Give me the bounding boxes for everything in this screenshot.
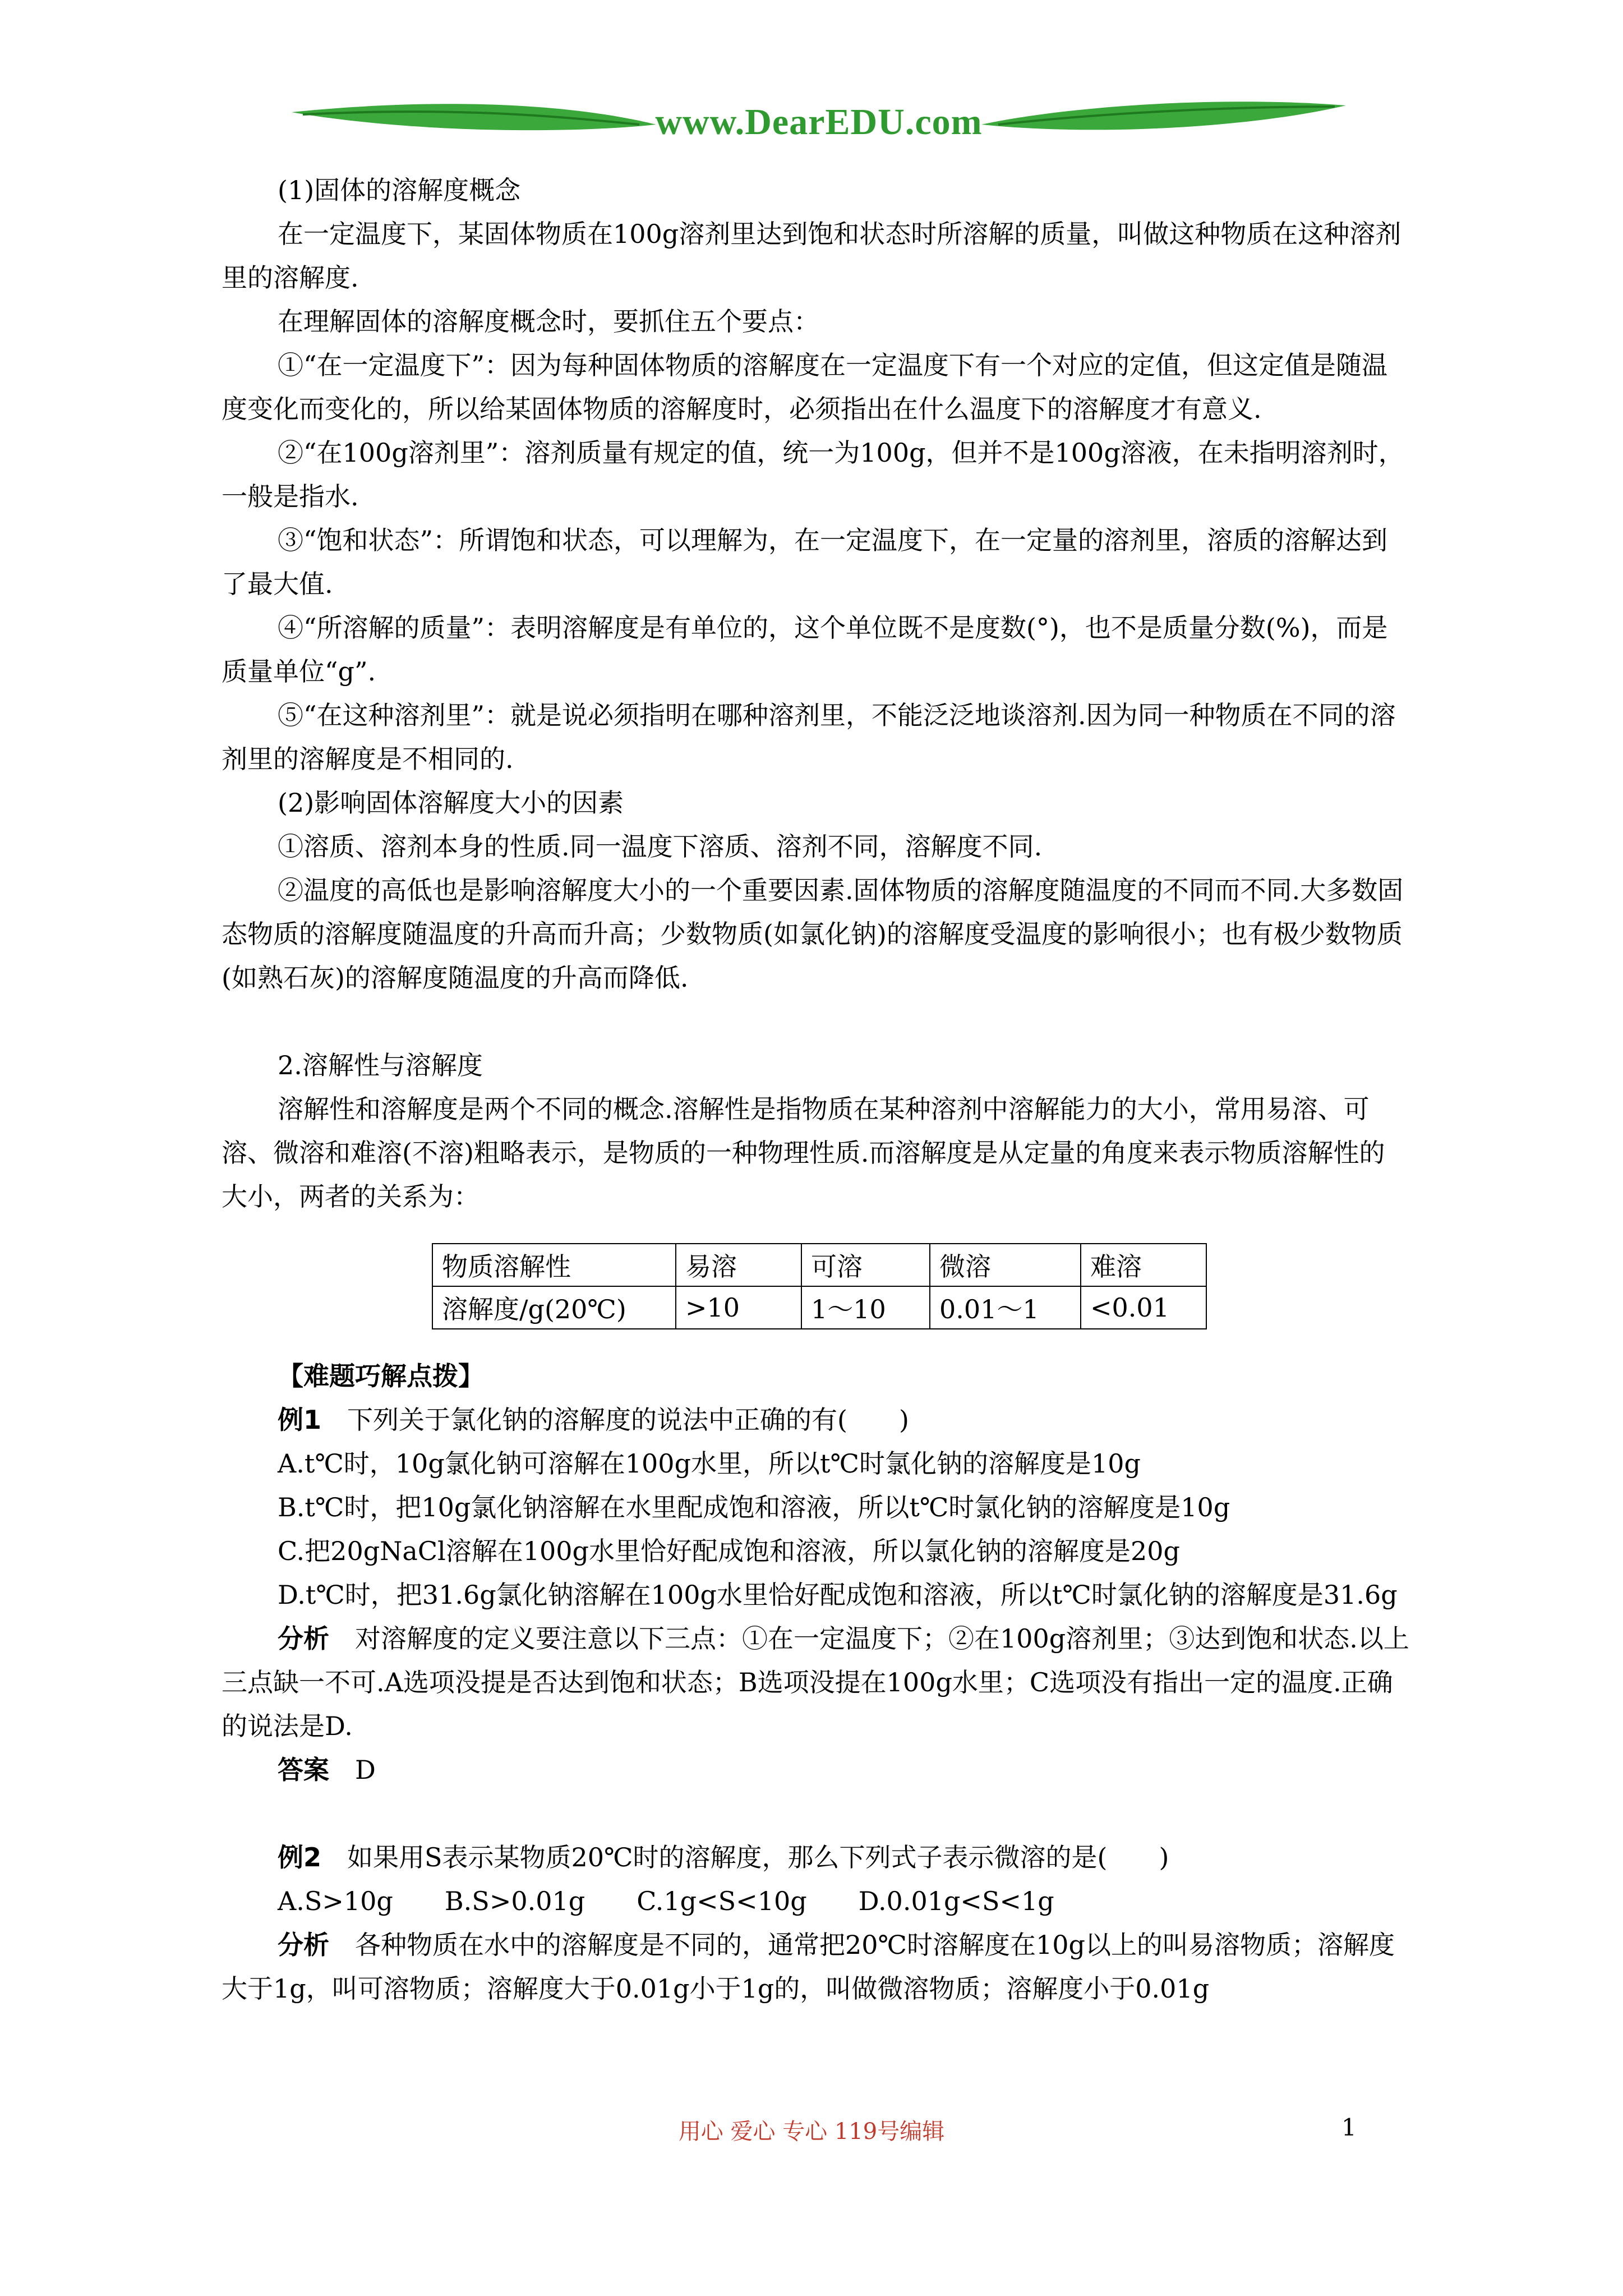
table-cell: <0.01 (1081, 1286, 1206, 1329)
paragraph: 在一定温度下，某固体物质在100g溶剂里达到饱和状态时所溶解的质量，叫做这种物质在这种溶剂里的溶解度. (222, 219, 1401, 293)
table-cell: 1～10 (801, 1286, 930, 1329)
table-cell: 可溶 (801, 1244, 930, 1286)
example-1-option-b: B.t℃时，把10g氯化钠溶解在水里配成饱和溶液，所以t℃时氯化钠的溶解度是10g (278, 1492, 1230, 1522)
section-title-text: 【难题巧解点拨】 (278, 1361, 484, 1391)
paragraph: 溶解性和溶解度是两个不同的概念.溶解性是指物质在某种溶剂中溶解能力的大小，常用易溶、可溶、微溶和难溶(不溶)粗略表示，是物质的一种物理性质.而溶解度是从定量的角度来表示物质溶解性的大小，两者的关系为： (222, 1094, 1385, 1212)
heading-solubility-vs-degree: 2.溶解性与溶解度 (278, 1050, 483, 1080)
table-cell: 物质溶解性 (432, 1244, 676, 1286)
analysis-label: 分析 (278, 1623, 329, 1654)
paragraph: ②“在100g溶剂里”：溶剂质量有规定的值，统一为100g，但并不是100g溶液，在未指明溶剂时，一般是指水. (222, 438, 1404, 512)
example-1-option-c: C.把20gNaCl溶解在100g水里恰好配成饱和溶液，所以氯化钠的溶解度是20g (278, 1536, 1180, 1566)
example-2-label: 例2 (278, 1842, 322, 1872)
example-1-analysis (222, 1617, 1410, 1748)
paragraph: ③“饱和状态”：所谓饱和状态，可以理解为，在一定温度下，在一定量的溶剂里，溶质的溶解达到了最大值. (222, 525, 1388, 599)
heading-factors: (2)影响固体溶解度大小的因素 (278, 788, 624, 818)
paragraph: ①“在一定温度下”：因为每种固体物质的溶解度在一定温度下有一个对应的定值，但这定值是随温度变化而变化的，所以给某固体物质的溶解度时，必须指出在什么温度下的溶解度才有意义. (222, 350, 1388, 424)
example-1-question-text: 下列关于氯化钠的溶解度的说法中正确的有( ) (347, 1405, 909, 1435)
solubility-table (432, 1243, 1207, 1329)
table-cell: 难溶 (1081, 1244, 1206, 1286)
site-logo-text: www.DearEDU.com (655, 102, 983, 142)
section-title (222, 1354, 1410, 1398)
page-number: 1 (1341, 2114, 1357, 2141)
example-1-option-d: D.t℃时，把31.6g氯化钠溶解在100g水里恰好配成饱和溶液，所以t℃时氯化钠的溶解度是31.6g (278, 1580, 1398, 1610)
table-row (432, 1286, 1206, 1329)
table-cell: 易溶 (676, 1244, 801, 1286)
answer-text: D (355, 1755, 376, 1785)
example-1-option-a: A.t℃时，10g氯化钠可溶解在100g水里，所以t℃时氯化钠的溶解度是10g (278, 1448, 1141, 1479)
answer-label: 答案 (278, 1755, 329, 1785)
document-body (222, 168, 1410, 2010)
analysis-text: 对溶解度的定义要注意以下三点：①在一定温度下；②在100g溶剂里；③达到饱和状态.以上三点缺一不可.A选项没提是否达到饱和状态；B选项没提在100g水里；C选项没有指出一定的温度.正确的说法是D. (222, 1623, 1409, 1741)
analysis-text: 各种物质在水中的溶解度是不同的，通常把20℃时溶解度在10g以上的叫易溶物质；溶解度大于1g，叫可溶物质；溶解度大于0.01g小于1g的，叫做微溶物质；溶解度小于0.01g (222, 1930, 1395, 2004)
table-cell: 溶解度/g(20℃) (432, 1286, 676, 1329)
page-header (292, 90, 1346, 157)
paragraph: ②温度的高低也是影响溶解度大小的一个重要因素.固体物质的溶解度随温度的不同而不同.大多数固态物质的溶解度随温度的升高而升高；少数物质(如氯化钠)的溶解度受温度的影响很小；也有极少数物质(如熟石灰)的溶解度随温度的升高而降低. (222, 875, 1404, 993)
paragraph: ④“所溶解的质量”：表明溶解度是有单位的，这个单位既不是度数(°)，也不是质量分数(%)，而是质量单位“g”. (222, 613, 1388, 687)
example-1-label: 例1 (278, 1405, 322, 1435)
example-2-analysis (222, 1923, 1410, 2010)
table-row (432, 1244, 1206, 1286)
table-cell: 微溶 (930, 1244, 1081, 1286)
page-footer: 用心 爱心 专心 119号编辑 (678, 2119, 945, 2145)
example-1-question (222, 1398, 1410, 1442)
analysis-label: 分析 (278, 1930, 329, 1960)
paragraph: 在理解固体的溶解度概念时，要抓住五个要点： (278, 306, 819, 337)
example-1-answer (222, 1748, 1410, 1792)
table-cell: >10 (676, 1286, 801, 1329)
example-2-options: A.S>10g B.S>0.01g C.1g<S<10g D.0.01g<S<1g (278, 1886, 1054, 1916)
example-2-question-text: 如果用S表示某物质20℃时的溶解度，那么下列式子表示微溶的是( ) (347, 1842, 1169, 1872)
paragraph: ⑤“在这种溶剂里”：就是说必须指明在哪种溶剂里，不能泛泛地谈溶剂.因为同一种物质在不同的溶剂里的溶解度是不相同的. (222, 700, 1396, 774)
heading-solubility-concept: (1)固体的溶解度概念 (278, 175, 521, 205)
paragraph: ①溶质、溶剂本身的性质.同一温度下溶质、溶剂不同，溶解度不同. (278, 831, 1043, 862)
example-2-question (222, 1835, 1410, 1879)
table-cell: 0.01～1 (930, 1286, 1081, 1329)
